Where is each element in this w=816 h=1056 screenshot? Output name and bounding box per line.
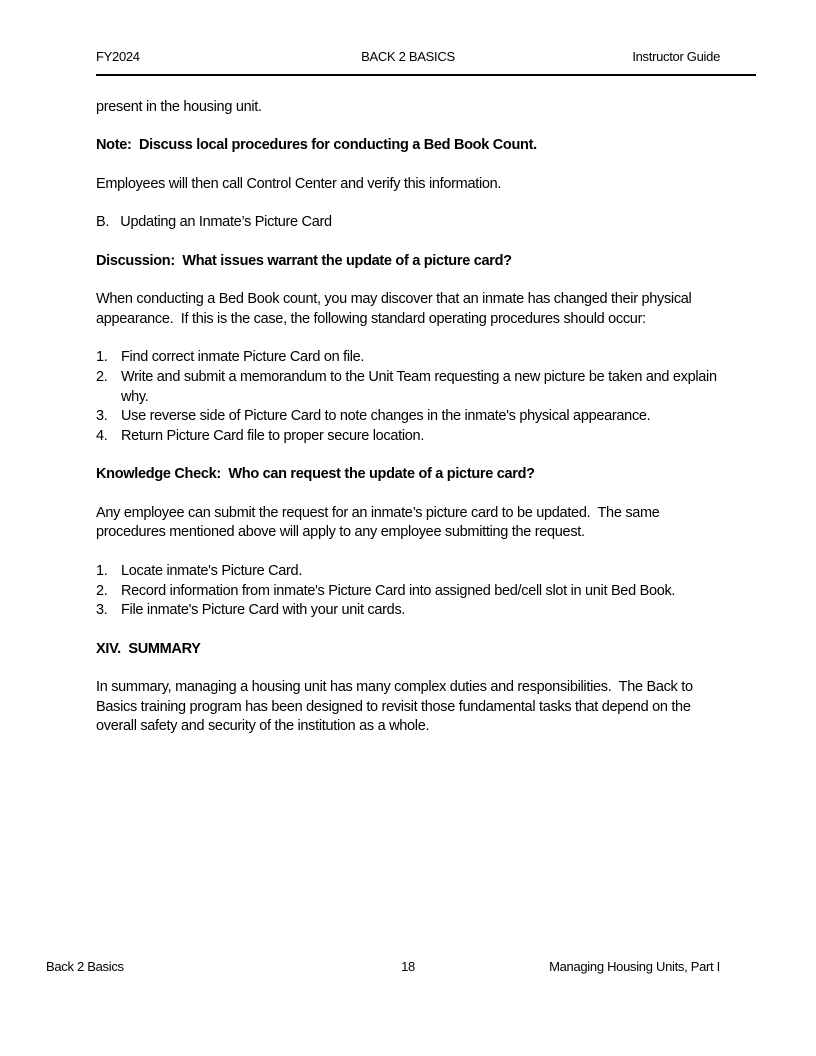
summary-heading: XIV. SUMMARY — [96, 640, 201, 657]
header-fiscal-year: FY2024 — [96, 49, 140, 64]
list-item: Find correct inmate Picture Card on file. — [121, 349, 365, 366]
list-item: Record information from inmate's Picture Card into assigned bed/cell slot in unit Bed Book. — [121, 582, 676, 599]
note-heading: Note: Discuss local procedures for conducting a Bed Book Count. — [96, 137, 537, 154]
paragraph-employees: Employees will then call Control Center and verify this information. — [96, 175, 502, 192]
footer-section: Managing Housing Units, Part I — [549, 959, 720, 974]
header-doc-type: Instructor Guide — [632, 49, 720, 64]
employee-steps-list — [96, 562, 720, 621]
section-b-heading: B. Updating an Inmate’s Picture Card — [96, 214, 332, 231]
paragraph-discussion: When conducting a Bed Book count, you may discover that an inmate has changed their physical appearance. If this is the case, the following standard operating procedures should occur: — [96, 291, 696, 327]
paragraph-summary: In summary, managing a housing unit has many complex duties and responsibilities. The Back to Basics training program has been designed to revisit those fundamental tasks that depend on the overall safety and security of the institution as a whole. — [96, 679, 697, 735]
list-item: Write and submit a memorandum to the Unit Team requesting a new picture be taken and explain why. — [121, 369, 721, 405]
list-item: Locate inmate's Picture Card. — [121, 562, 303, 579]
discussion-heading: Discussion: What issues warrant the update of a picture card? — [96, 252, 512, 269]
knowledge-check-heading: Knowledge Check: Who can request the update of a picture card? — [96, 466, 535, 483]
paragraph-intro: present in the housing unit. — [96, 98, 262, 115]
paragraph-knowledge: Any employee can submit the request for an inmate’s picture card to be updated. The same procedures mentioned above will apply to any employee submitting the request. — [96, 504, 664, 541]
footer-page-number: 18 — [401, 959, 415, 974]
list-item: Return Picture Card file to proper secure location. — [121, 427, 425, 444]
footer-doc-title: Back 2 Basics — [46, 959, 124, 974]
document-body — [0, 76, 816, 737]
header-title: BACK 2 BASICS — [361, 49, 455, 64]
page-header — [0, 0, 816, 66]
list-item: File inmate's Picture Card with your unit cards. — [121, 602, 406, 619]
list-item: Use reverse side of Picture Card to note changes in the inmate's physical appearance. — [121, 408, 651, 425]
procedure-list — [96, 348, 720, 446]
